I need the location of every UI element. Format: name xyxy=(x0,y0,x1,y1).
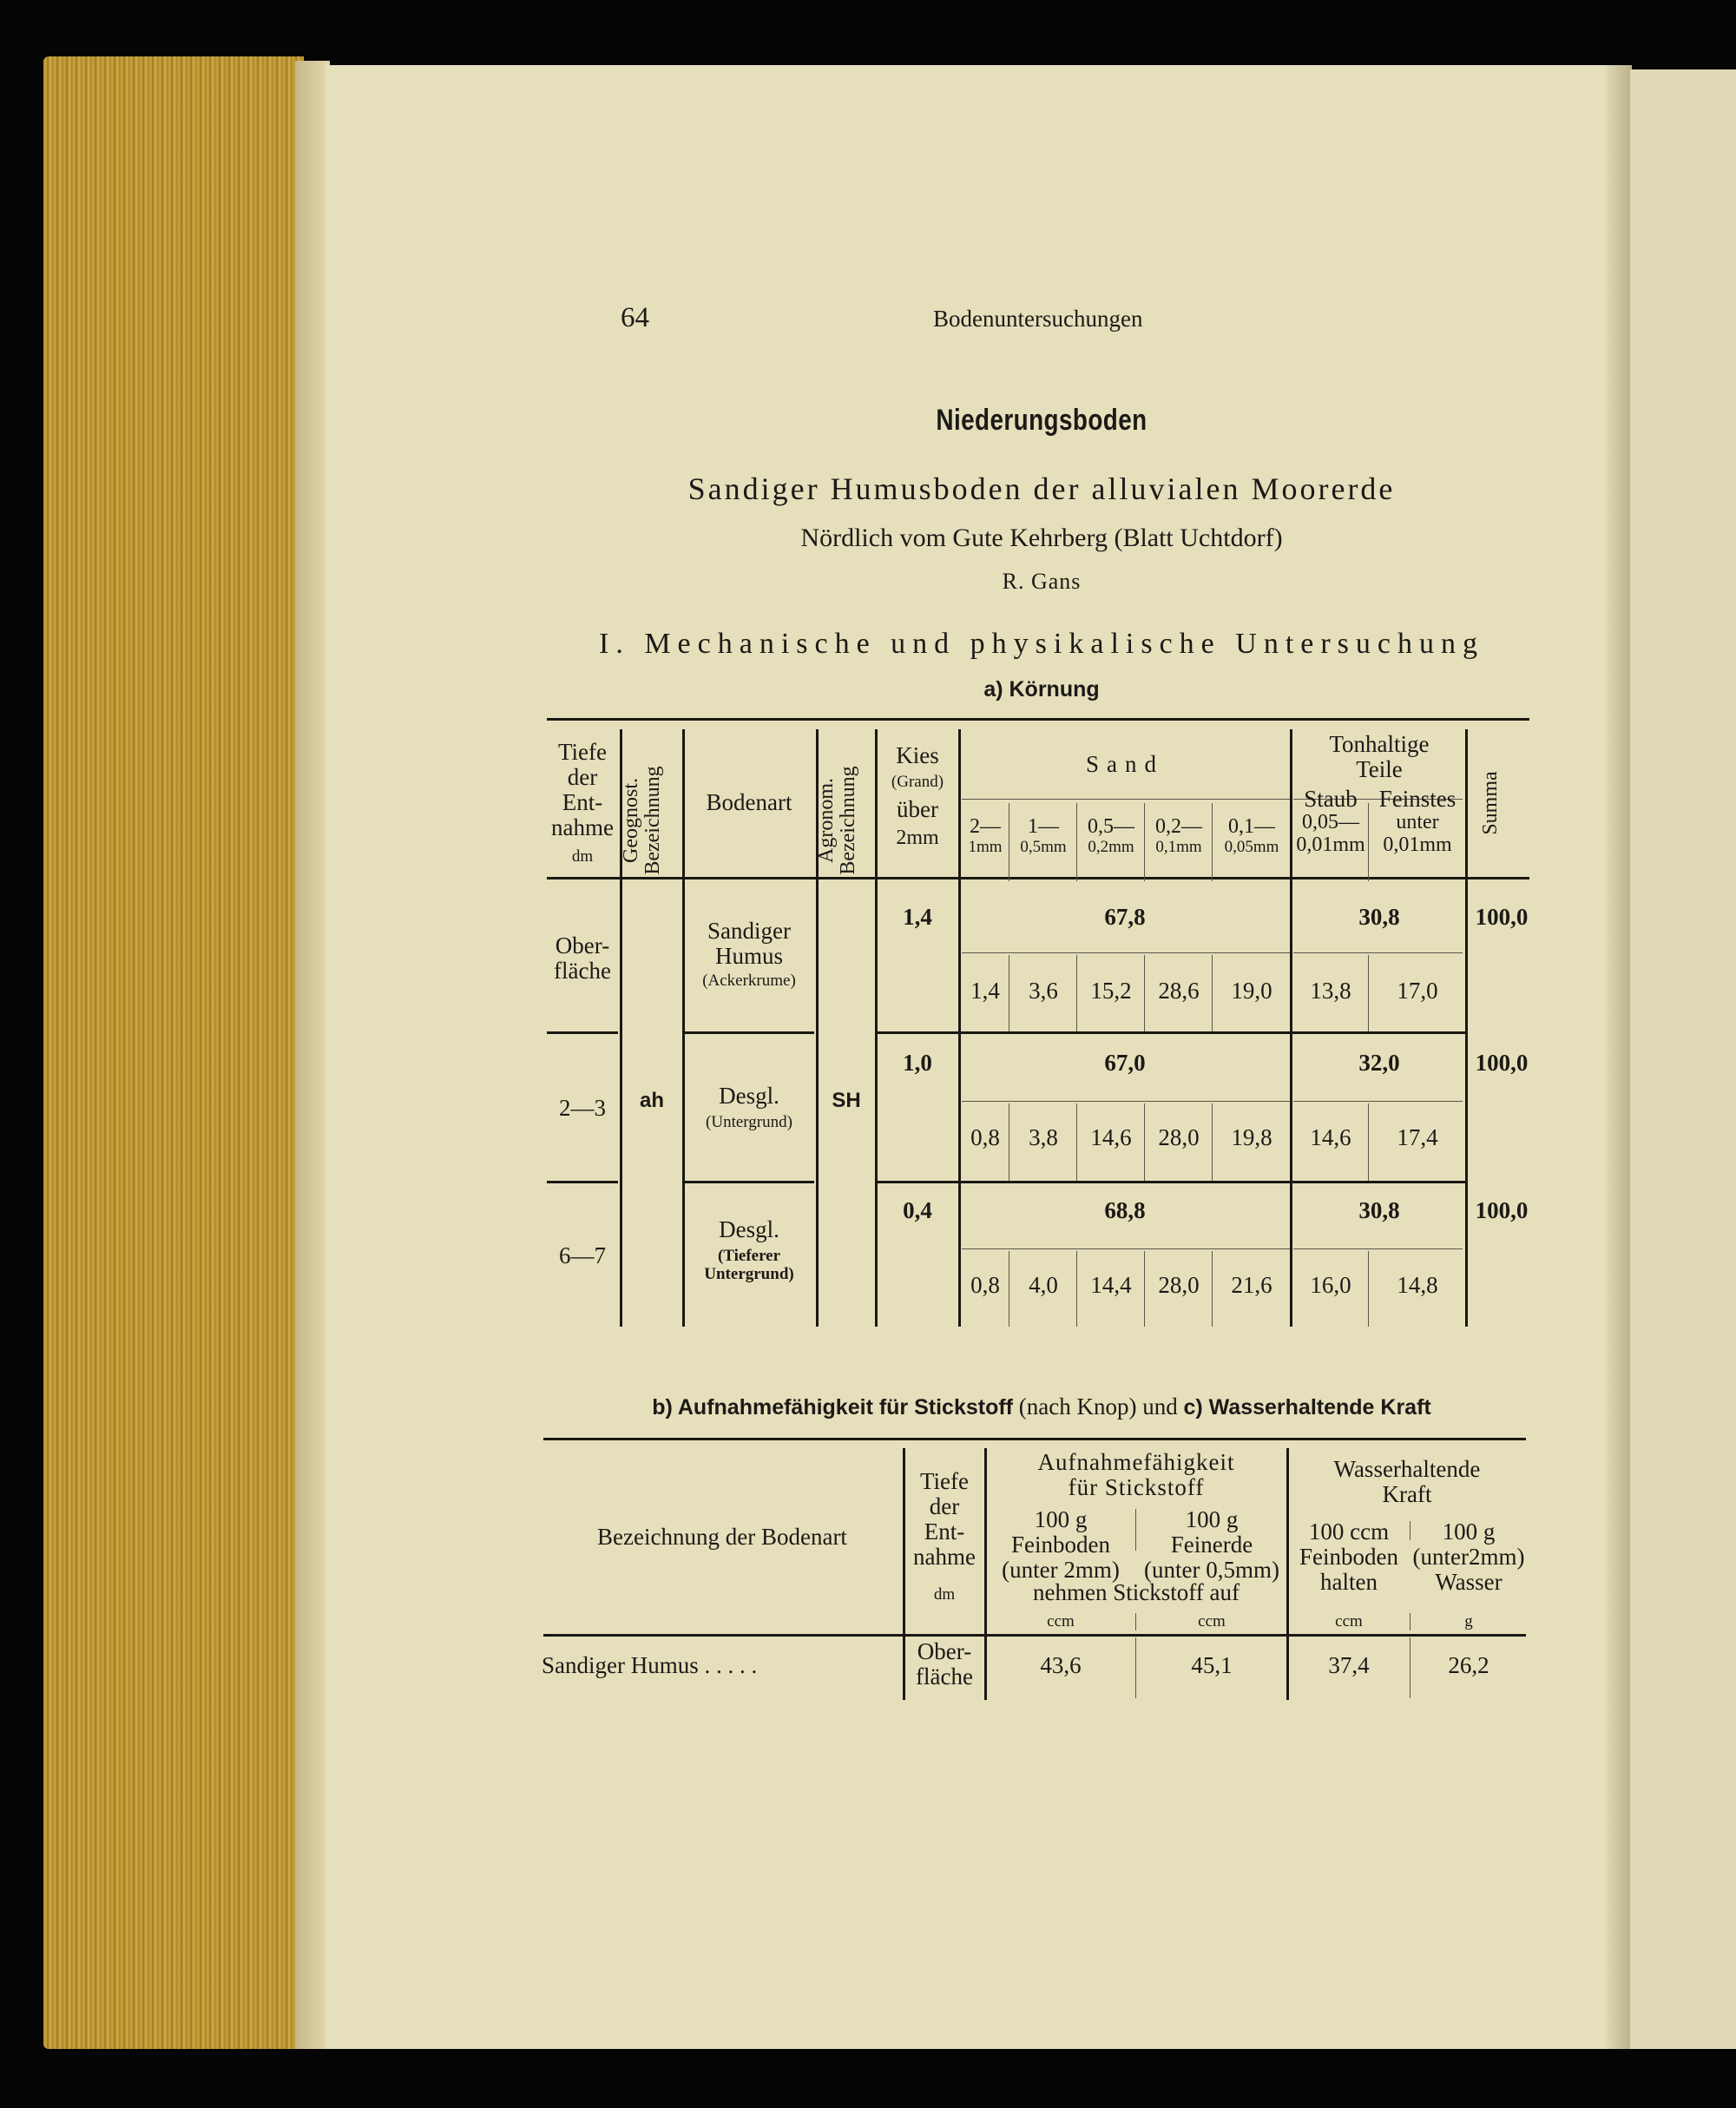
cell: 28,0 xyxy=(1158,1124,1200,1150)
book-page-edges xyxy=(43,56,304,2049)
cell: 1,4 xyxy=(970,978,1000,1004)
page-number: 64 xyxy=(621,302,649,333)
row-summa: 100,0 xyxy=(1475,904,1529,930)
header-feinstes: Feinstes unter 0,01mm xyxy=(1378,786,1457,857)
cell: 14,6 xyxy=(1310,1124,1351,1150)
row-summa: 100,0 xyxy=(1475,1050,1529,1076)
header-aufnahme-feinboden: 100 g Feinboden (unter 2mm) xyxy=(1002,1506,1120,1584)
header-tiefe: Tiefe der Ent- nahme dm xyxy=(913,1468,976,1604)
geognost-value: ah xyxy=(639,1089,664,1112)
header-aufnahme-footer: nehmen Stickstoff auf xyxy=(1033,1579,1240,1605)
row-bodenart-2: Humus xyxy=(714,943,783,970)
header-geognost: Geognost. Bezeichnung xyxy=(620,766,665,875)
cell: 14,8 xyxy=(1397,1272,1438,1298)
row-bezeichnung: Sandiger Humus . . . . . xyxy=(542,1652,758,1678)
cell: 14,4 xyxy=(1090,1272,1132,1298)
section-title: I. Mechanische und physikalische Untersuchung xyxy=(599,628,1484,660)
cell: 26,2 xyxy=(1448,1652,1489,1678)
facing-page-edge xyxy=(1630,69,1736,2049)
unit-g: g xyxy=(1464,1612,1473,1630)
subsection-b-note: (nach Knop) und xyxy=(1018,1393,1178,1420)
row-sand-total: 67,0 xyxy=(1104,1050,1146,1076)
header-wasser-gramm: 100 g (unter2mm) Wasser xyxy=(1412,1518,1525,1596)
row-ton-total: 30,8 xyxy=(1358,1197,1400,1223)
row-bodenart-note-2: Untergrund) xyxy=(704,1264,794,1283)
soil-subtitle: Sandiger Humusboden der alluvialen Moorerde xyxy=(687,471,1396,506)
subsection-bc-title xyxy=(547,1393,1536,1420)
header-sand: Sand xyxy=(1086,751,1164,777)
header-tiefe: Tiefe der Ent- nahme dm xyxy=(551,739,614,866)
page-gutter xyxy=(1606,65,1632,2049)
cell: 19,8 xyxy=(1231,1124,1272,1150)
cell: 16,0 xyxy=(1310,1272,1351,1298)
running-title: Bodenuntersuchungen xyxy=(933,306,1143,332)
row-kies: 1,4 xyxy=(903,904,932,930)
header-aufnahme: Aufnahmefähigkeit für Stickstoff xyxy=(1037,1449,1235,1501)
row-bodenart-note: (Ackerkrume) xyxy=(702,972,796,991)
row-bodenart: Desgl. xyxy=(719,1216,779,1242)
row-tiefe: 6—7 xyxy=(559,1242,606,1268)
cell: 19,0 xyxy=(1231,978,1272,1004)
row-ton-total: 32,0 xyxy=(1358,1050,1400,1076)
cell: 45,1 xyxy=(1191,1652,1233,1678)
row-tiefe: 2—3 xyxy=(559,1095,606,1121)
header-bodenart: Bodenart xyxy=(706,789,792,815)
header-sand-1-05: 1— 0,5mm xyxy=(1020,815,1067,856)
header-sand-02-01: 0,2— 0,1mm xyxy=(1155,815,1202,856)
header-staub: Staub 0,05— 0,01mm xyxy=(1296,786,1365,857)
row-bodenart: Sandiger xyxy=(707,918,791,944)
cell: 37,4 xyxy=(1328,1652,1370,1678)
cell: 17,4 xyxy=(1397,1124,1438,1150)
author-line: R. Gans xyxy=(1002,569,1082,594)
row-ton-total: 30,8 xyxy=(1358,904,1400,930)
cell: 4,0 xyxy=(1029,1272,1058,1298)
page-heading: Niederungsboden xyxy=(936,404,1147,437)
row-bodenart-note: (Tieferer xyxy=(717,1247,781,1266)
row-bodenart: Desgl. xyxy=(719,1083,779,1109)
unit-ccm: ccm xyxy=(1335,1612,1363,1630)
header-bezeichnung: Bezeichnung der Bodenart xyxy=(597,1524,847,1550)
header-sand-05-02: 0,5— 0,2mm xyxy=(1088,815,1134,856)
row-tiefe: Ober- fläche xyxy=(916,1638,973,1690)
row-sand-total: 68,8 xyxy=(1104,1197,1146,1223)
header-sand-01-005: 0,1— 0,05mm xyxy=(1224,815,1279,856)
header-tonhaltige: Tonhaltige Teile xyxy=(1329,731,1430,783)
row-kies: 0,4 xyxy=(903,1197,932,1223)
header-wasser-feinboden: 100 ccm Feinboden halten xyxy=(1299,1518,1398,1596)
cell: 14,6 xyxy=(1090,1124,1132,1150)
cell: 0,8 xyxy=(970,1124,1000,1150)
cell: 0,8 xyxy=(970,1272,1000,1298)
gutter-shadow xyxy=(295,61,330,2049)
row-tiefe-2: fläche xyxy=(554,958,611,985)
subsection-a-title: a) Körnung xyxy=(983,677,1100,702)
header-aufnahme-feinerde: 100 g Feinerde (unter 0,5mm) xyxy=(1144,1506,1279,1584)
cell: 21,6 xyxy=(1231,1272,1272,1298)
row-sand-total: 67,8 xyxy=(1104,904,1146,930)
cell: 17,0 xyxy=(1397,978,1438,1004)
subsection-b-label: b) Aufnahmefähigkeit für Stickstoff xyxy=(652,1395,1014,1420)
header-wasser: Wasserhaltende Kraft xyxy=(1333,1456,1481,1508)
subsection-c-label: c) Wasserhaltende Kraft xyxy=(1183,1395,1431,1420)
header-kies: Kies (Grand) über 2mm xyxy=(891,742,944,849)
cell: 13,8 xyxy=(1310,978,1351,1004)
cell: 28,0 xyxy=(1158,1272,1200,1298)
header-sand-2-1: 2— 1mm xyxy=(968,815,1003,856)
cell: 28,6 xyxy=(1158,978,1200,1004)
row-tiefe: Ober- xyxy=(555,932,610,958)
unit-ccm: ccm xyxy=(1047,1612,1075,1630)
unit-ccm: ccm xyxy=(1198,1612,1226,1630)
header-agronom: Agronom. Bezeichnung xyxy=(815,766,860,875)
cell: 3,6 xyxy=(1029,978,1058,1004)
cell: 15,2 xyxy=(1090,978,1132,1004)
agronom-value: SH xyxy=(832,1089,861,1112)
row-kies: 1,0 xyxy=(903,1050,932,1076)
cell: 43,6 xyxy=(1040,1652,1082,1678)
cell: 3,8 xyxy=(1029,1124,1058,1150)
row-bodenart-note: (Untergrund) xyxy=(706,1113,792,1132)
location-line: Nördlich vom Gute Kehrberg (Blatt Uchtdorf) xyxy=(800,524,1283,552)
row-summa: 100,0 xyxy=(1475,1197,1529,1223)
header-summa: Summa xyxy=(1479,771,1502,835)
